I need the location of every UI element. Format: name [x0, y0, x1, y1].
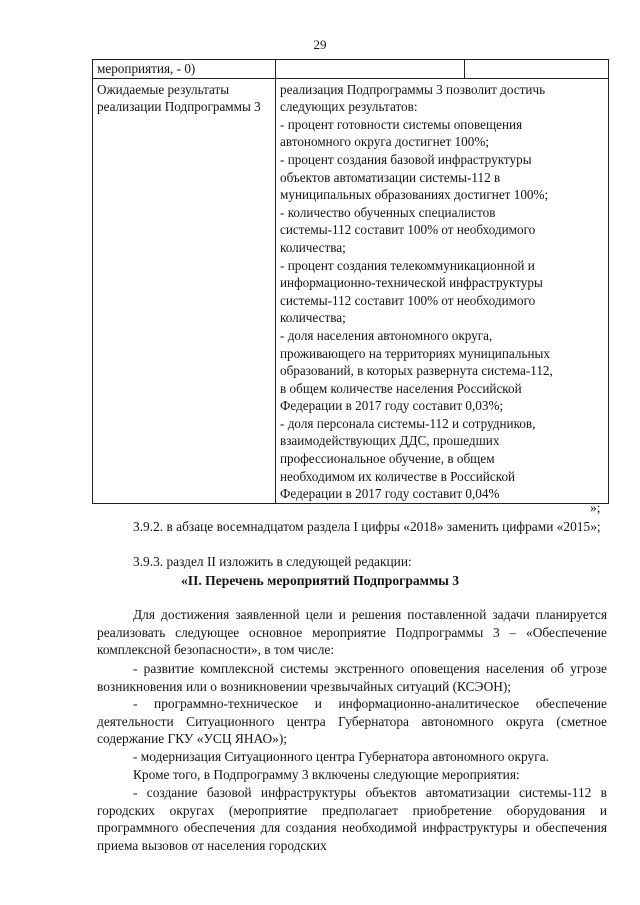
paragraph-amendment-3-9-3: 3.9.3. раздел II изложить в следующей редакции:	[133, 554, 412, 569]
results-line: профессиональное обучение, в общем	[280, 451, 495, 467]
results-line: - процент создания базовой инфраструктуры	[280, 151, 532, 167]
paragraph-item-situation-center: - программно-техническое и информационно-аналитическое обеспечение деятельности Ситуационного центра Губернатора автономного округа (сметное содержание ГКУ «УСЦ ЯНАО»);	[97, 696, 607, 747]
paragraph-item-modernization: - модернизация Ситуационного центра Губернатора автономного округа.	[133, 749, 550, 764]
table-cell-label: мероприятия, - 0)	[93, 60, 276, 79]
results-line: в общем количестве населения Российской	[280, 380, 522, 396]
expected-results-label: Ожидаемые результаты реализации Подпрограммы 3	[97, 81, 261, 115]
paragraph-additional: Кроме того, в Подпрограмму 3 включены следующие мероприятия:	[133, 767, 520, 782]
results-line: автономного округа достигнет 100%;	[280, 134, 489, 150]
paragraph-amendment-3-9-2: 3.9.2. в абзаце восемнадцатом раздела I цифры «2018» заменить цифрами «2015»;	[133, 519, 601, 534]
results-line: объектов автоматизации системы-112 в	[280, 169, 501, 185]
results-line: следующих результатов:	[280, 99, 418, 115]
results-line: - доля персонала системы-112 и сотрудников,	[280, 415, 536, 431]
expected-results-list	[280, 81, 604, 503]
results-line: системы-112 составит 100% от необходимого	[280, 292, 536, 308]
table-cell-empty	[465, 60, 609, 79]
table-row	[93, 78, 609, 503]
results-line: реализация Подпрограммы 3 позволит достичь	[280, 81, 546, 97]
paragraph-item-kseon: - развитие комплексной системы экстренного оповещения населения об угрозе возникновения или о возникновении чрезвычайных ситуаций (КСЭОН);	[97, 661, 607, 694]
results-line: - процент создания телекоммуникационной и	[280, 257, 535, 273]
table-cell-label	[93, 78, 276, 503]
paragraph-intro: Для достижения заявленной цели и решения поставленной задачи планируется реализовать следующее основное мероприятие Подпрограммы 3 – «Обеспечение комплексной безопасности», в том числе:	[97, 607, 607, 658]
results-line: Федерации в 2017 году составит 0,03%;	[280, 398, 504, 414]
paragraph-item-system-112: - создание базовой инфраструктуры объектов автоматизации системы-112 в городских округах (мероприятие предполагает приобретение оборудования и программного обеспечения для создания необходимой инфраструктуры и обеспечения приема вызовов от населения городских	[97, 785, 607, 854]
results-line: системы-112 составит 100% от необходимого	[280, 222, 536, 238]
results-line: проживающего на территориях муниципальных	[280, 345, 550, 361]
program-passport-table	[92, 59, 609, 504]
results-line: количества;	[280, 310, 346, 326]
results-line: муниципальных образованиях достигнет 100%;	[280, 187, 549, 203]
table-cell-empty	[276, 60, 465, 79]
results-line: информационно-технической инфраструктуры	[280, 275, 543, 291]
table-cell-value	[276, 78, 609, 503]
results-line: необходимом их количестве в Российской	[280, 468, 516, 484]
results-line: образований, в которых развернута система-112,	[280, 363, 553, 379]
results-line: Федерации в 2017 году составит 0,04%	[280, 486, 500, 502]
results-line: - процент готовности системы оповещения	[280, 116, 523, 132]
results-line: - доля населения автономного округа,	[280, 327, 493, 343]
results-line: взаимодействующих ДДС, прошедших	[280, 433, 500, 449]
table-row	[93, 60, 609, 79]
results-line: - количество обученных специалистов	[280, 204, 496, 220]
section-heading: «II. Перечень мероприятий Подпрограммы 3	[180, 573, 460, 588]
results-line: количества;	[280, 239, 346, 255]
page-number: 29	[313, 37, 327, 52]
quote-close-mark: »;	[590, 500, 601, 515]
